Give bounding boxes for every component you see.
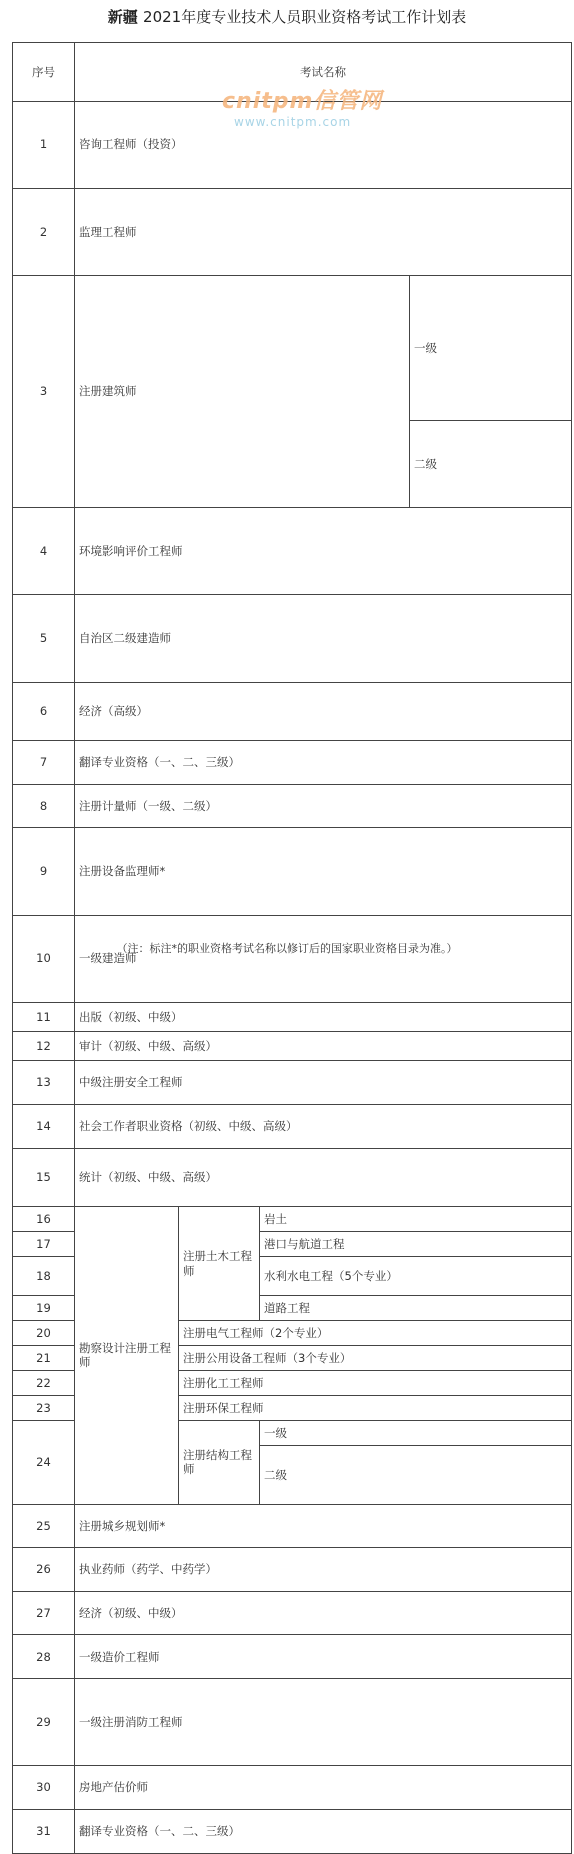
- row-no: 12: [13, 1032, 75, 1061]
- title-region: 新疆: [107, 8, 138, 26]
- exam-name: 水利水电工程（5个专业）: [260, 1257, 572, 1296]
- table-row: [13, 915, 572, 1002]
- exam-name: 经济（高级）: [75, 682, 572, 741]
- table-row: [13, 784, 572, 828]
- row-no: 22: [13, 1371, 75, 1396]
- header-no: 序号: [13, 43, 75, 102]
- exam-name: 监理工程师: [75, 188, 572, 275]
- exam-name: 注册城乡规划师*: [75, 1504, 572, 1548]
- exam-subgroup-name: 注册结构工程师: [179, 1421, 260, 1505]
- table-row: [13, 1591, 572, 1635]
- table-row: [13, 1002, 572, 1031]
- exam-name: 注册公用设备工程师（3个专业）: [179, 1346, 572, 1371]
- header-name: 考试名称: [75, 43, 572, 102]
- row-no: 27: [13, 1591, 75, 1635]
- row-no: 15: [13, 1148, 75, 1207]
- exam-name: 岩土: [260, 1207, 572, 1232]
- title-text: 2021年度专业技术人员职业资格考试工作计划表: [143, 8, 467, 26]
- table-row: [13, 1207, 572, 1232]
- row-no: 17: [13, 1232, 75, 1257]
- row-no: 25: [13, 1504, 75, 1548]
- exam-name: 一级造价工程师: [75, 1635, 572, 1679]
- row-no: 13: [13, 1061, 75, 1105]
- table-row: [13, 1766, 572, 1810]
- exam-name: 一级注册消防工程师: [75, 1679, 572, 1766]
- row-no: 30: [13, 1766, 75, 1810]
- row-no: 6: [13, 682, 75, 741]
- table-row: [13, 682, 572, 741]
- table-row: [13, 101, 572, 188]
- exam-name: 注册建筑师: [75, 276, 410, 508]
- exam-name: 环境影响评价工程师: [75, 508, 572, 595]
- exam-level: 一级: [260, 1421, 572, 1446]
- watermark-url: www.cnitpm.com: [234, 115, 352, 129]
- row-no: 23: [13, 1396, 75, 1421]
- row-no: 19: [13, 1296, 75, 1321]
- exam-name: 出版（初级、中级）: [75, 1002, 572, 1031]
- row-no: 5: [13, 595, 75, 682]
- row-no: 24: [13, 1421, 75, 1505]
- exam-name: 经济（初级、中级）: [75, 1591, 572, 1635]
- table-row: [13, 1061, 572, 1105]
- footnote: （注：标注*的职业资格考试名称以修订后的国家职业资格目录为准。）: [116, 942, 458, 955]
- watermark-logo: cnitpm信管网: [222, 89, 383, 114]
- row-no: 20: [13, 1321, 75, 1346]
- exam-name: 一级建造师: [75, 915, 572, 1002]
- exam-level: 二级: [410, 420, 572, 507]
- table-row: [13, 1104, 572, 1148]
- table-row: [13, 1679, 572, 1766]
- table-header-row: [13, 43, 572, 102]
- row-no: 10: [13, 915, 75, 1002]
- row-no: 1: [13, 101, 75, 188]
- exam-name: 房地产估价师: [75, 1766, 572, 1810]
- row-no: 29: [13, 1679, 75, 1766]
- exam-name: 翻译专业资格（一、二、三级）: [75, 741, 572, 785]
- exam-subgroup-name: 注册土木工程师: [179, 1207, 260, 1321]
- exam-name: 统计（初级、中级、高级）: [75, 1148, 572, 1207]
- table-row: [13, 508, 572, 595]
- table-row: [13, 828, 572, 915]
- exam-name: 执业药师（药学、中药学）: [75, 1548, 572, 1592]
- page-title: [0, 6, 574, 27]
- exam-name: 审计（初级、中级、高级）: [75, 1032, 572, 1061]
- row-no: 7: [13, 741, 75, 785]
- exam-name: 社会工作者职业资格（初级、中级、高级）: [75, 1104, 572, 1148]
- table-row: [13, 1635, 572, 1679]
- row-no: 2: [13, 188, 75, 275]
- table-row: [13, 1548, 572, 1592]
- exam-name: 注册计量师（一级、二级）: [75, 784, 572, 828]
- exam-name: 注册环保工程师: [179, 1396, 572, 1421]
- row-no: 3: [13, 276, 75, 508]
- exam-name: 咨询工程师（投资）: [75, 101, 572, 188]
- exam-name: 注册化工工程师: [179, 1371, 572, 1396]
- table-row: [13, 1809, 572, 1853]
- row-no: 28: [13, 1635, 75, 1679]
- table-row: [13, 741, 572, 785]
- exam-level: 一级: [410, 276, 572, 421]
- table-row: [13, 595, 572, 682]
- exam-name: 道路工程: [260, 1296, 572, 1321]
- exam-name: 注册设备监理师*: [75, 828, 572, 915]
- row-no: 9: [13, 828, 75, 915]
- exam-name: 自治区二级建造师: [75, 595, 572, 682]
- row-no: 31: [13, 1809, 75, 1853]
- table-row: [13, 1504, 572, 1548]
- table-row: [13, 1148, 572, 1207]
- row-no: 14: [13, 1104, 75, 1148]
- row-no: 21: [13, 1346, 75, 1371]
- row-no: 16: [13, 1207, 75, 1232]
- exam-name: 注册电气工程师（2个专业）: [179, 1321, 572, 1346]
- exam-name: 中级注册安全工程师: [75, 1061, 572, 1105]
- row-no: 8: [13, 784, 75, 828]
- table-row: [13, 1032, 572, 1061]
- table-row: [13, 276, 572, 421]
- row-no: 26: [13, 1548, 75, 1592]
- table-row: [13, 188, 572, 275]
- exam-group-name: 勘察设计注册工程师: [75, 1207, 179, 1505]
- row-no: 4: [13, 508, 75, 595]
- exam-level: 二级: [260, 1446, 572, 1505]
- exam-name: 翻译专业资格（一、二、三级）: [75, 1809, 572, 1853]
- row-no: 11: [13, 1002, 75, 1031]
- exam-name: 港口与航道工程: [260, 1232, 572, 1257]
- row-no: 18: [13, 1257, 75, 1296]
